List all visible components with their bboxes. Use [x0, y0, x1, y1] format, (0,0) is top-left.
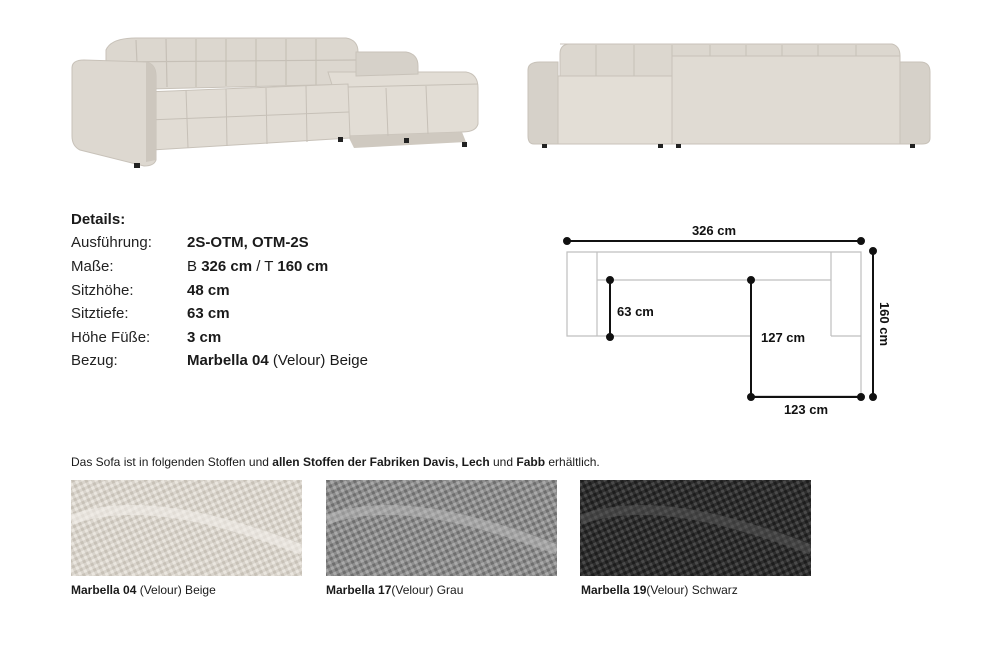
detail-value — [187, 351, 368, 371]
note-bold: Fabb — [516, 455, 546, 469]
detail-value: 2S-OTM, OTM-2S — [187, 234, 309, 251]
swatch-desc: (Velour) Grau — [391, 583, 464, 597]
swatch-desc: (Velour) Schwarz — [646, 583, 738, 597]
sofa-outline — [567, 252, 861, 396]
detail-key: Höhe Füße: — [71, 329, 151, 346]
detail-key: Ausführung: — [71, 234, 152, 251]
cover-desc: (Velour) Beige — [268, 352, 368, 369]
swatch-caption — [581, 583, 738, 597]
dim-dot — [564, 238, 570, 244]
note-text: und — [489, 455, 517, 469]
detail-key: Sitzhöhe: — [71, 282, 134, 299]
chaise-depth-label: 127 cm — [761, 330, 806, 345]
dim-dot — [870, 394, 876, 400]
detail-key: Maße: — [71, 258, 114, 275]
detail-value — [187, 257, 328, 277]
dim-dot — [748, 277, 754, 283]
fabric-texture-image — [580, 480, 811, 576]
fabric-note — [71, 455, 600, 469]
swatch-desc: (Velour) Beige — [136, 583, 216, 597]
fabric-texture-image — [71, 480, 302, 576]
width-value: 326 cm — [201, 258, 253, 275]
dim-separator: / T — [252, 258, 278, 275]
detail-key: Bezug: — [71, 352, 118, 369]
swatch-name: Marbella 17 — [326, 583, 392, 597]
swatch-name: Marbella 19 — [581, 583, 647, 597]
detail-value: 48 cm — [187, 282, 230, 299]
swatch-grey[interactable] — [326, 480, 557, 576]
dim-prefix: B — [187, 258, 202, 275]
swatch-name: Marbella 04 — [71, 583, 137, 597]
dim-dot — [607, 334, 613, 340]
swatch-caption — [326, 583, 463, 597]
swatch-beige[interactable] — [71, 480, 302, 576]
swatch-black[interactable] — [580, 480, 811, 576]
note-text: erhältlich. — [545, 455, 600, 469]
detail-key: Sitztiefe: — [71, 305, 129, 322]
dim-dot — [748, 394, 754, 400]
details-heading: Details: — [71, 211, 126, 228]
sofa-perspective-image — [66, 32, 482, 170]
dim-dot — [870, 248, 876, 254]
dim-dot — [858, 238, 864, 244]
depth-label: 160 cm — [877, 301, 892, 347]
swatch-caption — [71, 583, 216, 597]
chaise-width-label: 123 cm — [783, 402, 829, 417]
width-label: 326 cm — [691, 223, 737, 238]
detail-value: 63 cm — [187, 305, 230, 322]
note-text: Das Sofa ist in folgenden Stoffen und — [71, 455, 273, 469]
detail-value: 3 cm — [187, 329, 222, 346]
dim-dot — [858, 394, 864, 400]
fabric-texture-image — [326, 480, 557, 576]
depth-value: 160 cm — [277, 258, 329, 275]
seat-depth-label: 63 cm — [617, 304, 654, 319]
sofa-front-image — [524, 40, 934, 150]
note-bold: allen Stoffen der Fabriken Davis, Lech — [272, 455, 490, 469]
dim-dot — [607, 277, 613, 283]
cover-name: Marbella 04 — [187, 352, 269, 369]
dimension-diagram — [555, 220, 900, 420]
